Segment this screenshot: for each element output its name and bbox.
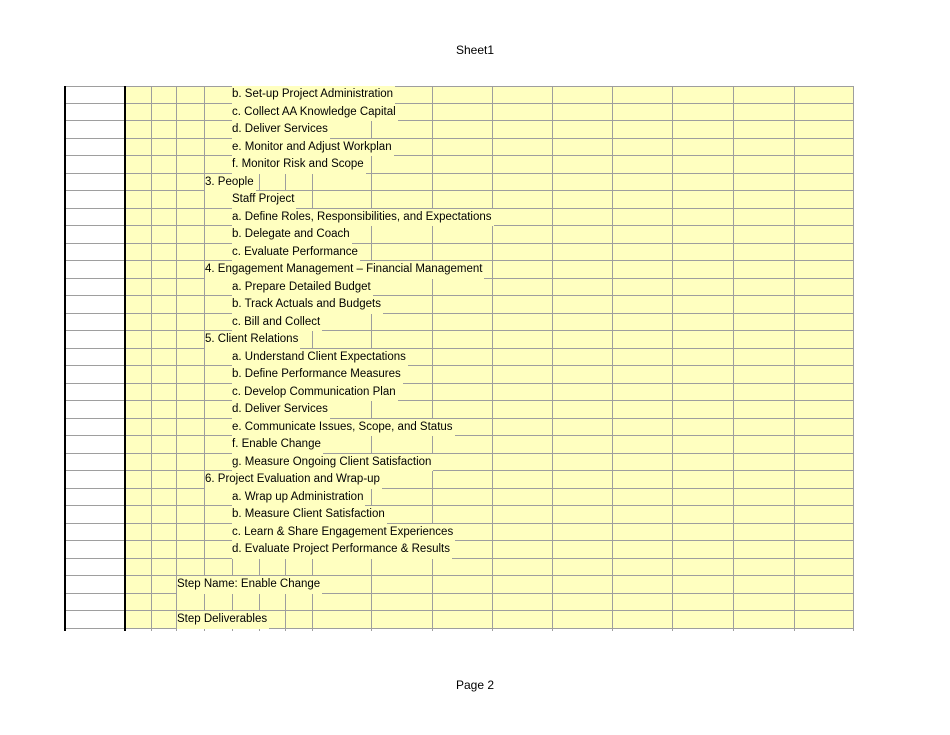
table-row <box>64 104 854 122</box>
row-header-cell[interactable] <box>64 244 125 261</box>
row-header-cell[interactable] <box>64 419 125 436</box>
row-header-cell[interactable] <box>64 314 125 331</box>
table-row <box>64 191 854 209</box>
item-cell[interactable]: c. Learn & Share Engagement Experiences <box>232 524 455 542</box>
item-cell[interactable]: b. Delegate and Coach <box>232 226 352 244</box>
table-row <box>64 524 854 542</box>
row-header-cell[interactable] <box>64 436 125 453</box>
row-header-cell[interactable] <box>64 506 125 523</box>
table-row <box>64 314 854 332</box>
table-row <box>64 349 854 367</box>
table-row <box>64 366 854 384</box>
item-cell[interactable]: c. Collect AA Knowledge Capital <box>232 104 398 122</box>
item-cell[interactable]: f. Enable Change <box>232 436 323 454</box>
table-row <box>64 454 854 472</box>
item-cell[interactable]: g. Measure Ongoing Client Satisfaction <box>232 454 433 472</box>
item-cell[interactable]: a. Wrap up Administration <box>232 489 365 507</box>
row-header-cell[interactable] <box>64 471 125 488</box>
item-cell[interactable]: Staff Project <box>232 191 296 209</box>
item-cell[interactable]: e. Monitor and Adjust Workplan <box>232 139 394 157</box>
item-cell[interactable]: b. Define Performance Measures <box>232 366 403 384</box>
row-header-cell[interactable] <box>64 279 125 296</box>
row-header-cell[interactable] <box>64 384 125 401</box>
page-header: Sheet1 <box>455 43 495 57</box>
table-row <box>64 86 854 104</box>
item-cell[interactable]: b. Track Actuals and Budgets <box>232 296 383 314</box>
section-heading-cell[interactable]: 4. Engagement Management – Financial Management <box>205 261 484 279</box>
row-header-cell[interactable] <box>64 226 125 243</box>
row-header-cell[interactable] <box>64 576 125 593</box>
table-row <box>64 174 854 192</box>
row-header-cell[interactable] <box>64 191 125 208</box>
item-cell[interactable]: a. Prepare Detailed Budget <box>232 279 373 297</box>
table-row <box>64 594 854 612</box>
item-cell[interactable]: d. Evaluate Project Performance & Results <box>232 541 452 559</box>
row-header-cell[interactable] <box>64 611 125 628</box>
row-header-cell[interactable] <box>64 86 125 103</box>
spreadsheet-grid[interactable] <box>64 86 854 631</box>
row-header-cell[interactable] <box>64 559 125 576</box>
row-header-cell[interactable] <box>64 104 125 121</box>
item-cell[interactable]: e. Communicate Issues, Scope, and Status <box>232 419 455 437</box>
table-row <box>64 226 854 244</box>
table-row <box>64 489 854 507</box>
item-cell[interactable]: b. Set-up Project Administration <box>232 86 395 104</box>
row-header-cell[interactable] <box>64 349 125 366</box>
row-header-cell[interactable] <box>64 156 125 173</box>
table-row <box>64 139 854 157</box>
table-row <box>64 559 854 577</box>
table-row <box>64 401 854 419</box>
table-row <box>64 121 854 139</box>
item-cell[interactable]: d. Deliver Services <box>232 121 330 139</box>
item-cell[interactable]: d. Deliver Services <box>232 401 330 419</box>
table-row <box>64 541 854 559</box>
item-cell[interactable]: a. Understand Client Expectations <box>232 349 408 367</box>
row-header-cell[interactable] <box>64 261 125 278</box>
row-header-cell[interactable] <box>64 489 125 506</box>
row-header-cell[interactable] <box>64 121 125 138</box>
step-label-cell[interactable]: Step Deliverables <box>177 611 269 629</box>
row-header-cell[interactable] <box>64 296 125 313</box>
table-row <box>64 419 854 437</box>
table-row <box>64 331 854 349</box>
table-row <box>64 244 854 262</box>
step-label-cell[interactable]: Step Name: Enable Change <box>177 576 322 594</box>
grid-column-border <box>124 86 126 631</box>
row-fill[interactable] <box>125 594 854 611</box>
table-row <box>64 156 854 174</box>
table-row <box>64 436 854 454</box>
row-header-cell[interactable] <box>64 174 125 191</box>
section-heading-cell[interactable]: 3. People <box>205 174 256 192</box>
table-row <box>64 506 854 524</box>
table-row <box>64 296 854 314</box>
row-header-cell[interactable] <box>64 139 125 156</box>
row-header-cell[interactable] <box>64 209 125 226</box>
row-header-cell[interactable] <box>64 541 125 558</box>
grid-top-border <box>64 86 854 87</box>
item-cell[interactable]: b. Measure Client Satisfaction <box>232 506 387 524</box>
row-header-cell[interactable] <box>64 366 125 383</box>
item-cell[interactable]: c. Develop Communication Plan <box>232 384 398 402</box>
section-heading-cell[interactable]: 5. Client Relations <box>205 331 300 349</box>
row-header-cell[interactable] <box>64 524 125 541</box>
grid-left-border <box>64 86 66 631</box>
item-cell[interactable]: c. Evaluate Performance <box>232 244 360 262</box>
page-footer: Page 2 <box>455 678 495 692</box>
row-header-cell[interactable] <box>64 594 125 611</box>
row-header-cell[interactable] <box>64 331 125 348</box>
table-row <box>64 279 854 297</box>
row-fill[interactable] <box>125 559 854 576</box>
item-cell[interactable]: c. Bill and Collect <box>232 314 322 332</box>
table-row <box>64 384 854 402</box>
table-row <box>64 471 854 489</box>
row-header-cell[interactable] <box>64 454 125 471</box>
item-cell[interactable]: a. Define Roles, Responsibilities, and Expectations <box>232 209 494 227</box>
row-header-cell[interactable] <box>64 401 125 418</box>
section-heading-cell[interactable]: 6. Project Evaluation and Wrap-up <box>205 471 382 489</box>
grid-right-border <box>853 86 854 631</box>
item-cell[interactable]: f. Monitor Risk and Scope <box>232 156 366 174</box>
